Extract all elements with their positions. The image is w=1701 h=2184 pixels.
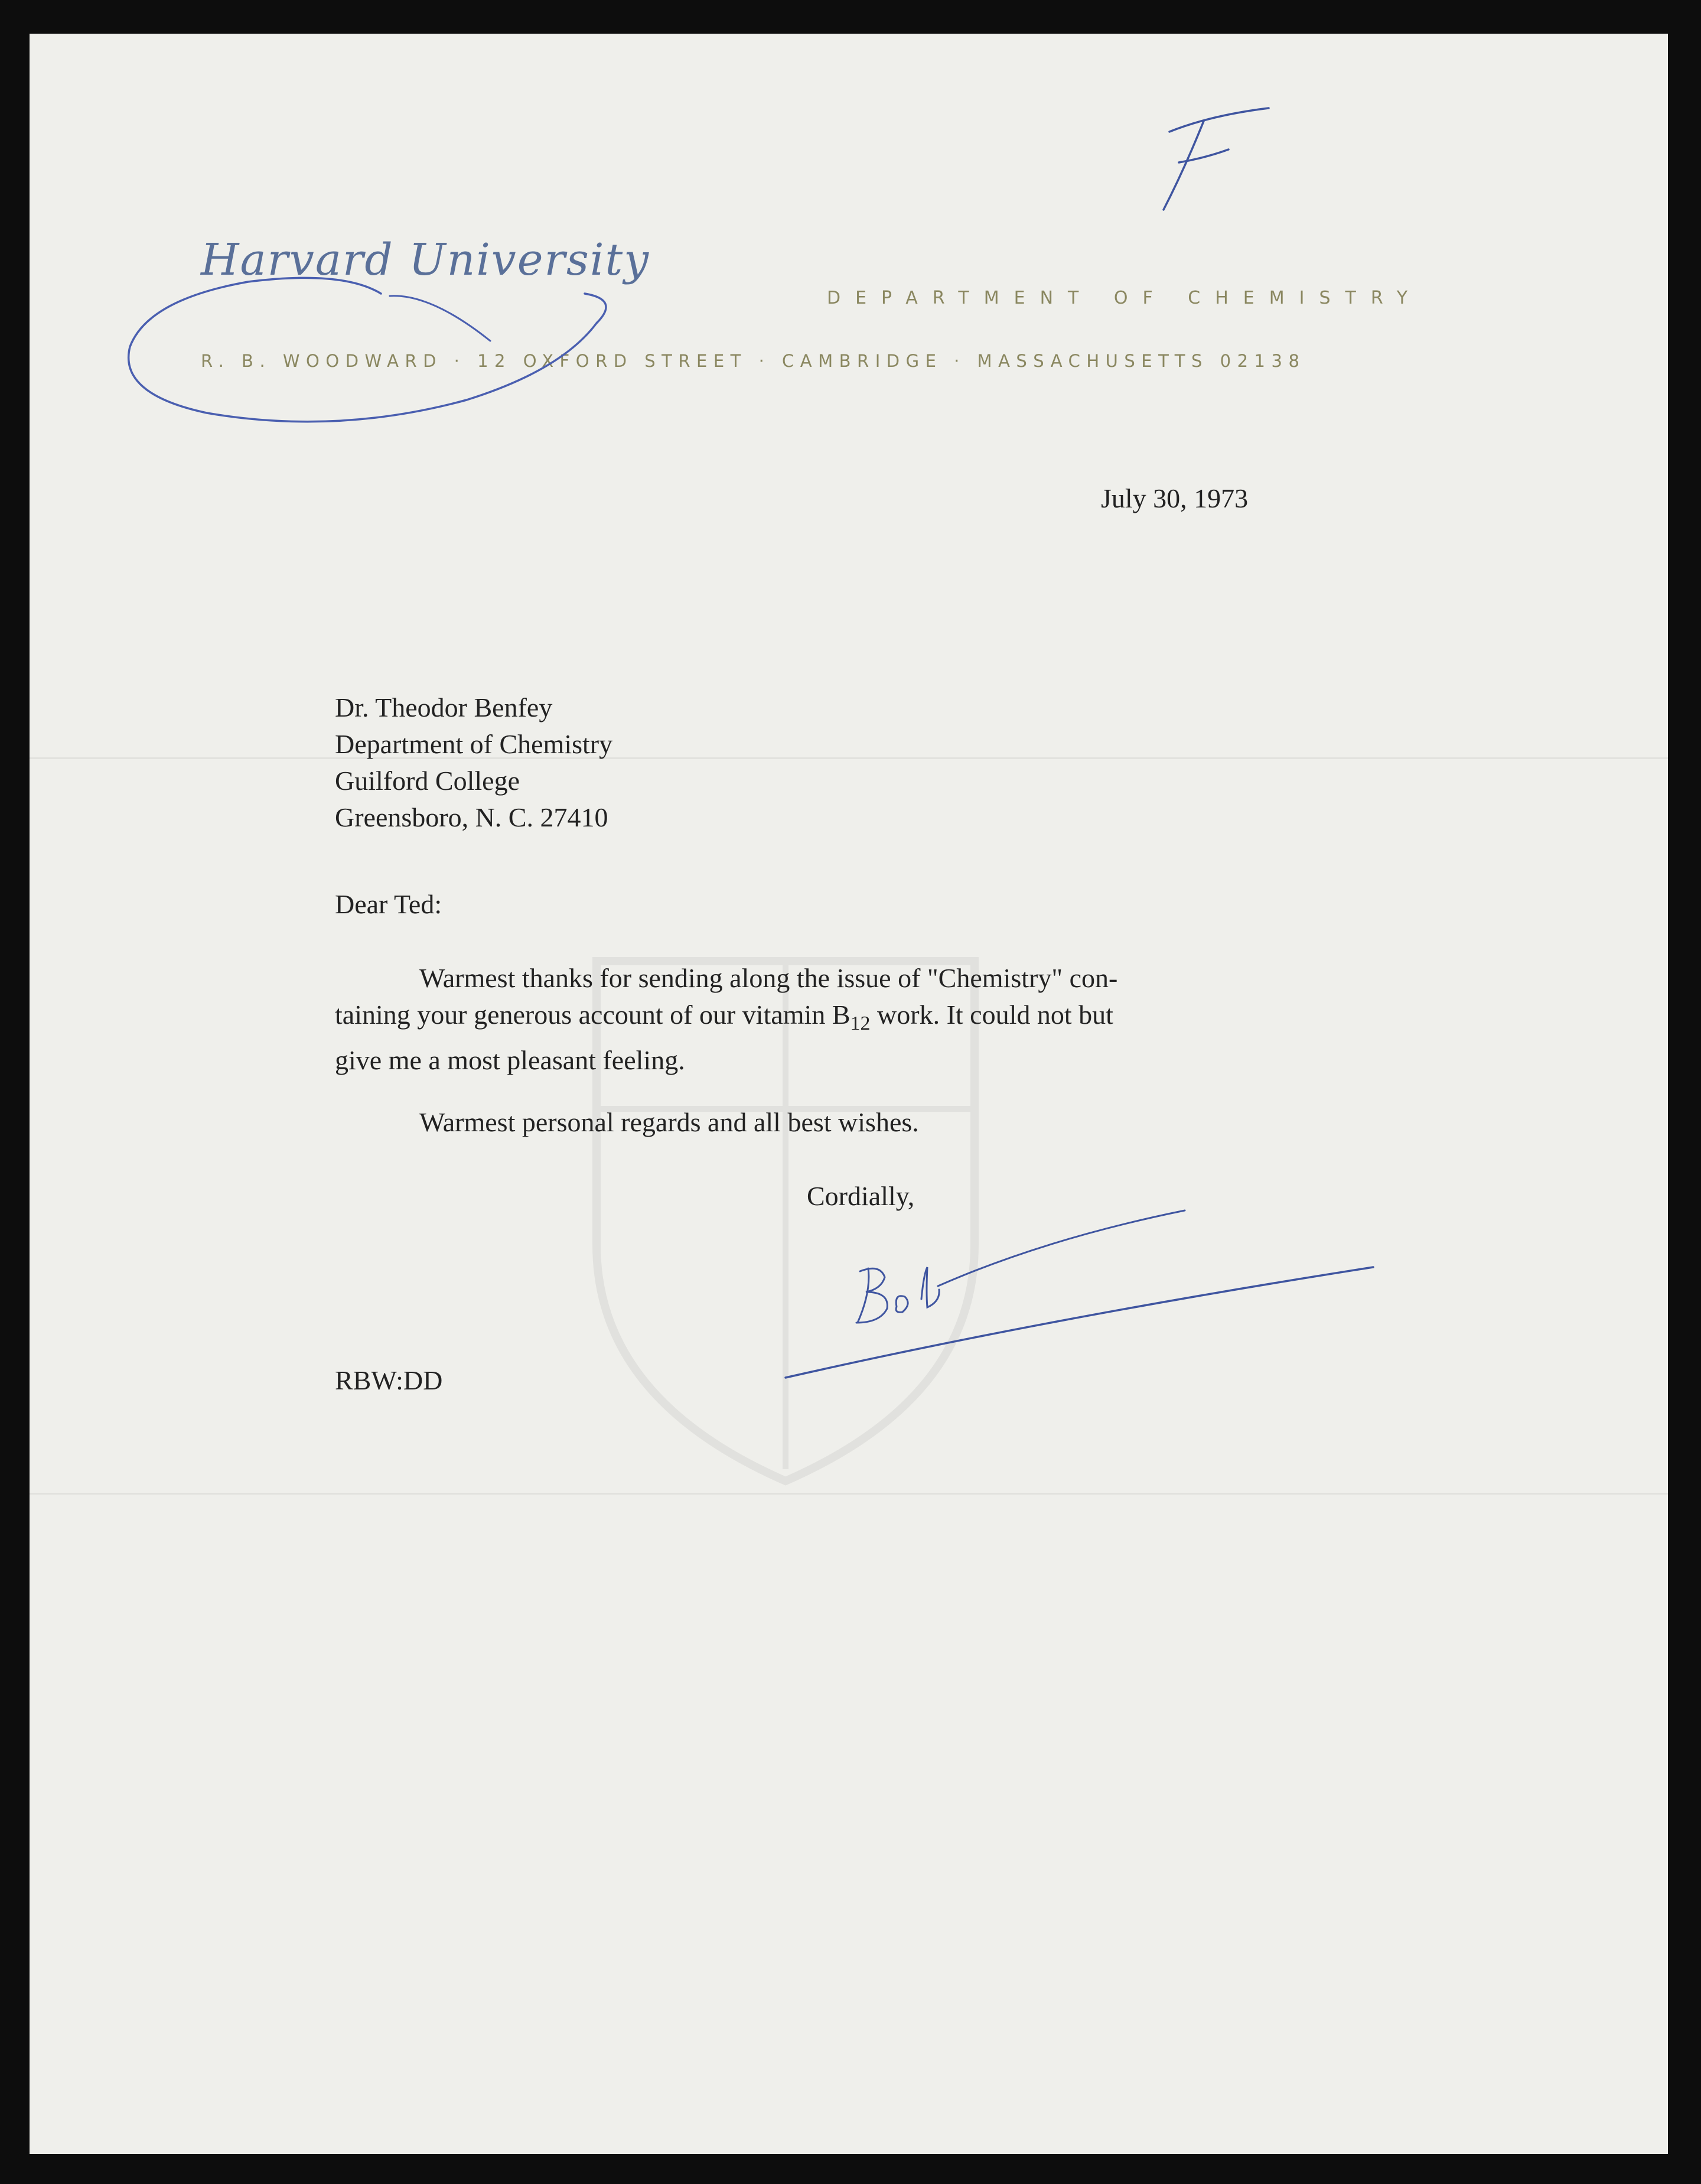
body-paragraph-2: Warmest personal regards and all best wishes. — [419, 1107, 919, 1137]
line-text: taining your generous account of our vitamin B — [335, 1000, 850, 1030]
paragraph-line: give me a most pleasant feeling. — [335, 1045, 685, 1075]
letter-page — [30, 34, 1668, 2154]
address-line: Department of Chemistry — [335, 729, 613, 759]
complimentary-close: Cordially, — [807, 1181, 915, 1211]
typist-initials: RBW:DD — [335, 1365, 443, 1395]
file-mark-f — [1152, 105, 1288, 217]
address-line: Guilford College — [335, 766, 520, 796]
address-line: Dr. Theodor Benfey — [335, 692, 553, 722]
letter-date: July 30, 1973 — [1101, 483, 1249, 513]
recipient-address — [335, 689, 612, 836]
letterhead-department: DEPARTMENT OF CHEMISTRY — [827, 288, 1423, 308]
fold-line — [30, 757, 1668, 759]
body-paragraph-1 — [335, 960, 1117, 1079]
address-line: Greensboro, N. C. 27410 — [335, 802, 608, 832]
letterhead-address: R. B. WOODWARD · 12 OXFORD STREET · CAMBRIDGE · MASSACHUSETTS 02138 — [201, 351, 1306, 371]
signature — [750, 1168, 1388, 1392]
salutation: Dear Ted: — [335, 889, 442, 919]
handwritten-circle — [112, 258, 644, 435]
paragraph-line: Warmest thanks for sending along the issue of "Chemistry" con- — [419, 963, 1118, 993]
letterhead-institution: Harvard University — [201, 235, 650, 285]
paragraph-line — [335, 997, 1117, 1042]
line-text: work. It could not but — [870, 1000, 1113, 1030]
subscript: 12 — [850, 1013, 871, 1034]
